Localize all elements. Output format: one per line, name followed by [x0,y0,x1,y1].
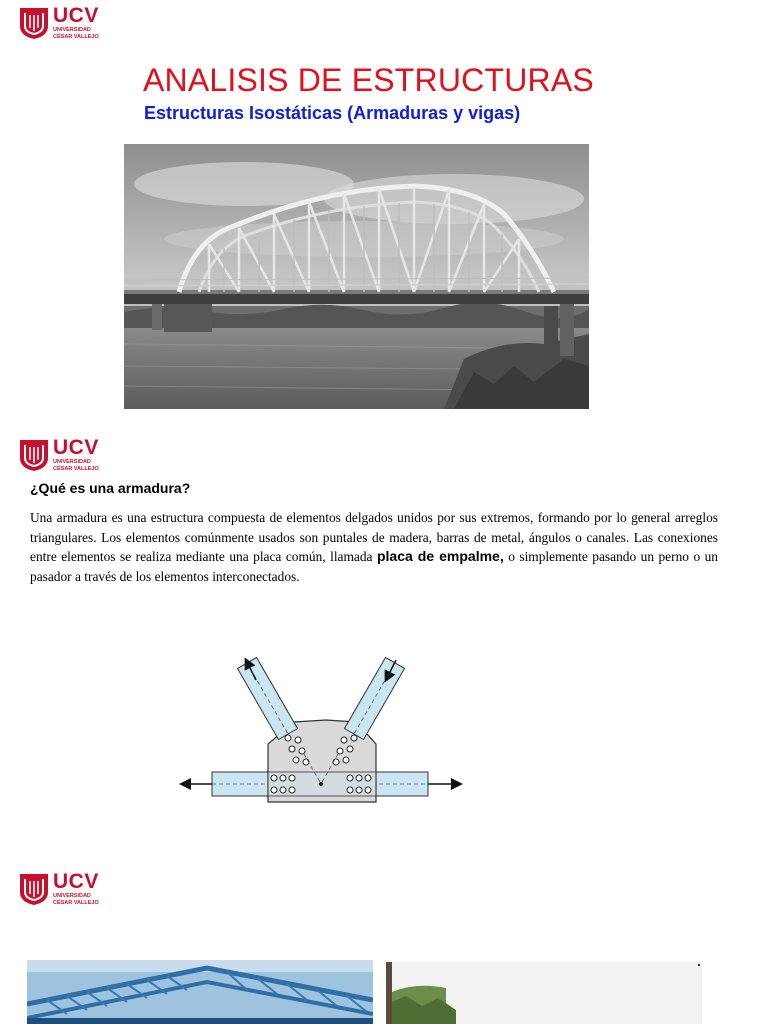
logo-line2: CÉSAR VALLEJO [53,34,99,41]
logo-name: UCV [53,436,99,459]
ucv-shield-icon [19,438,49,472]
logo-name: UCV [53,870,99,893]
ucv-shield-icon [19,6,49,40]
logo-line2: CÉSAR VALLEJO [53,900,99,907]
roof-truss-photo [27,960,373,1024]
logo-name: UCV [53,4,99,27]
logo-line1: UNIVERSIDAD [53,893,91,899]
section-question: ¿Qué es una armadura? [30,480,191,496]
ucv-logo [19,871,99,906]
ucv-logo [19,437,99,472]
logo-line2: CÉSAR VALLEJO [53,466,99,473]
page-title: ANALISIS DE ESTRUCTURAS [143,62,594,98]
paragraph-text-end: o simplemente pasando un perno o un pasador a través de los elementos interconectados. [30,549,719,584]
logo-line1: UNIVERSIDAD [53,459,91,465]
paragraph-text: Una armadura es una estructura compuesta de elementos delgados unidos por sus extremos, formando por lo general arreglos triangulares. Los elementos comúnmente usados son puntales de madera, barras de metal, ángulos o canales. Las conexiones entre elementos se realiza mediante una placa común, llamada [30,510,718,564]
ucv-shield-icon [19,872,49,906]
truss-bridge-photo [124,144,589,409]
ucv-logo [19,5,99,40]
page-subtitle: Estructuras Isostáticas (Armaduras y vigas) [144,103,521,123]
logo-line1: UNIVERSIDAD [53,27,91,33]
definition-paragraph [30,508,718,586]
paragraph-bold-term: placa de empalme, [376,548,504,564]
gusset-plate-diagram [176,654,466,804]
construction-site-photo [386,962,702,1024]
